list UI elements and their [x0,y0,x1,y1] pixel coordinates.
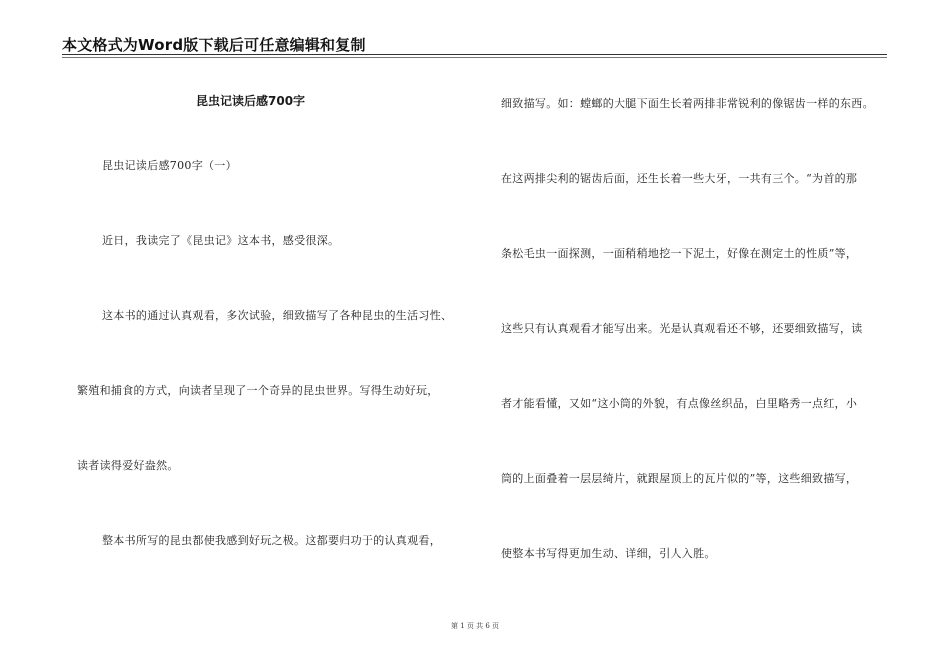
left-paragraph-line: 昆虫记读后感700字（一） [102,159,237,172]
right-paragraph-line: 在这两排尖利的锯齿后面，还生长着一些大牙，一共有三个。“为首的那 [501,172,858,185]
left-paragraph-line: 这本书的通过认真观看，多次试验，细致描写了各种昆虫的生活习性、 [102,309,453,322]
left-paragraph-line: 读者读得爱好盎然。 [77,459,179,472]
left-paragraph-line: 近日，我读完了《昆虫记》这本书，感受很深。 [102,234,340,247]
header-divider-thin [62,57,887,58]
header-divider-thick [62,54,887,55]
left-paragraph-line: 整本书所写的昆虫都使我感到好玩之极。这都要归功于的认真观看， [102,534,441,547]
left-paragraph-line: 繁殖和捕食的方式，向读者呈现了一个奇异的昆虫世界。写得生动好玩， [77,384,439,397]
right-paragraph-line: 者才能看懂，又如“这小筒的外貌，有点像丝织品，白里略秀一点红，小 [501,397,858,410]
page-number: 第 1 页 共 6 页 [450,622,500,630]
right-paragraph-line: 这些只有认真观看才能写出来。光是认真观看还不够，还要细致描写，读 [501,322,863,335]
right-paragraph-line: 使整本书写得更加生动、详细，引人入胜。 [501,547,716,560]
right-paragraph-line: 细致描写。如：螳螂的大腿下面生长着两排非常锐利的像锯齿一样的东西。 [501,97,874,110]
document-title: 昆虫记读后感700字 [196,94,306,108]
right-paragraph-line: 筒的上面叠着一层层绮片，就跟屋顶上的瓦片似的”等，这些细致描写， [501,472,858,485]
right-paragraph-line: 条松毛虫一面探测，一面稍稍地挖一下泥土，好像在测定土的性质”等， [501,247,858,260]
document-header-notice: 本文格式为Word版下载后可任意编辑和复制 [62,36,366,54]
